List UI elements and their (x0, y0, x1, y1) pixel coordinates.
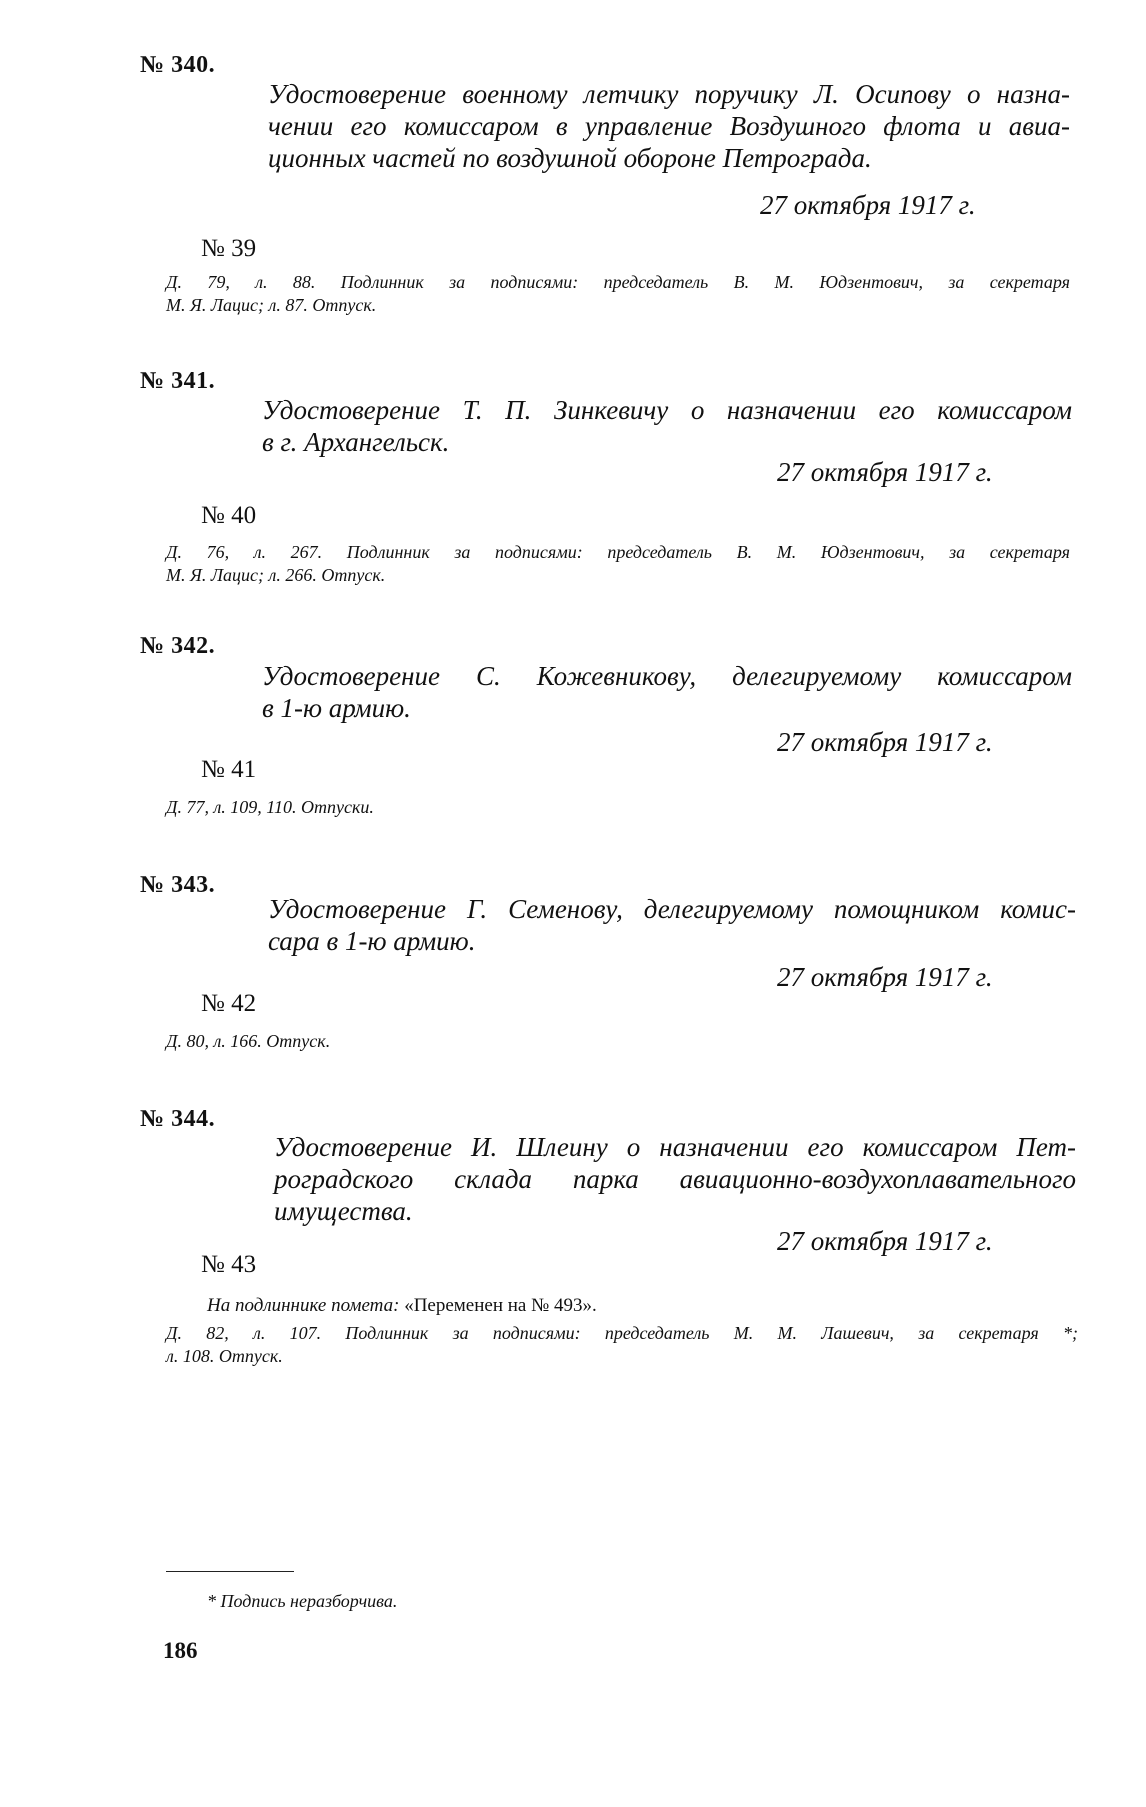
document-date: 27 октября 1917 г. (777, 962, 993, 992)
title-line: роградского склада парка авиационно-воздухоплавательного (274, 1164, 1076, 1194)
title-line: Удостоверение Т. П. Зинкевичу о назначении его комиссаром (262, 395, 1072, 425)
title-line: Удостоверение военному летчику поручику Л. Осипову о назна- (268, 79, 1070, 109)
archive-reference (166, 1322, 1078, 1368)
footnote-divider (166, 1571, 294, 1572)
document-number: № 344. (140, 1106, 216, 1132)
sub-number: № 39 (201, 235, 257, 262)
document-number: № 341. (140, 368, 216, 394)
title-line: в г. Архангельск. (262, 427, 450, 457)
document-date: 27 октября 1917 г. (777, 727, 993, 757)
page-number: 186 (163, 1638, 198, 1663)
title-line: Удостоверение И. Шлеину о назначении его комиссаром Пет- (274, 1132, 1076, 1162)
document-number: № 340. (140, 52, 216, 78)
note-label: На подлиннике помета: (207, 1295, 400, 1316)
document-date: 27 октября 1917 г. (777, 457, 993, 487)
document-title (268, 893, 1076, 957)
reference-line: М. Я. Лацис; л. 87. Отпуск. (166, 295, 377, 315)
reference-line: л. 108. Отпуск. (166, 1346, 283, 1366)
document-number: № 343. (140, 872, 216, 898)
footnote: * Подпись неразборчива. (207, 1591, 398, 1611)
archive-reference (166, 796, 1070, 819)
document-date: 27 октября 1917 г. (777, 1226, 993, 1256)
original-note (207, 1295, 597, 1317)
reference-line: Д. 76, л. 267. Подлинник за подписями: председатель В. М. Юдзентович, за секретаря (166, 542, 1070, 562)
reference-line: Д. 77, л. 109, 110. Отпуски. (166, 797, 374, 817)
archive-reference (166, 541, 1070, 587)
title-line: ционных частей по воздушной обороне Петрограда. (268, 143, 872, 173)
archive-reference (166, 271, 1070, 317)
reference-line: М. Я. Лацис; л. 266. Отпуск. (166, 565, 386, 585)
sub-number: № 41 (201, 756, 257, 783)
sub-number: № 43 (201, 1251, 257, 1278)
archive-reference (166, 1030, 1070, 1053)
title-line: Удостоверение Г. Семенову, делегируемому помощником комис- (268, 894, 1076, 924)
document-date: 27 октября 1917 г. (760, 190, 976, 220)
title-line: Удостоверение С. Кожевникову, делегируемому комиссаром (262, 661, 1072, 691)
sub-number: № 40 (201, 502, 257, 529)
title-line: чении его комиссаром в управление Воздушного флота и авиа- (268, 111, 1070, 141)
document-title (262, 394, 1072, 458)
title-line: в 1-ю армию. (262, 693, 411, 723)
document-title (262, 660, 1072, 724)
reference-line: Д. 80, л. 166. Отпуск. (166, 1031, 331, 1051)
reference-line: Д. 79, л. 88. Подлинник за подписями: председатель В. М. Юдзентович, за секретаря (166, 272, 1070, 292)
document-title (274, 1131, 1076, 1227)
reference-line: Д. 82, л. 107. Подлинник за подписями: председатель М. М. Лашевич, за секретаря *; (166, 1323, 1078, 1343)
document-title (268, 78, 1070, 174)
document-number: № 342. (140, 633, 216, 659)
note-text: «Переменен на № 493». (399, 1295, 597, 1316)
title-line: имущества. (274, 1196, 413, 1226)
sub-number: № 42 (201, 990, 257, 1017)
title-line: сара в 1-ю армию. (268, 926, 476, 956)
